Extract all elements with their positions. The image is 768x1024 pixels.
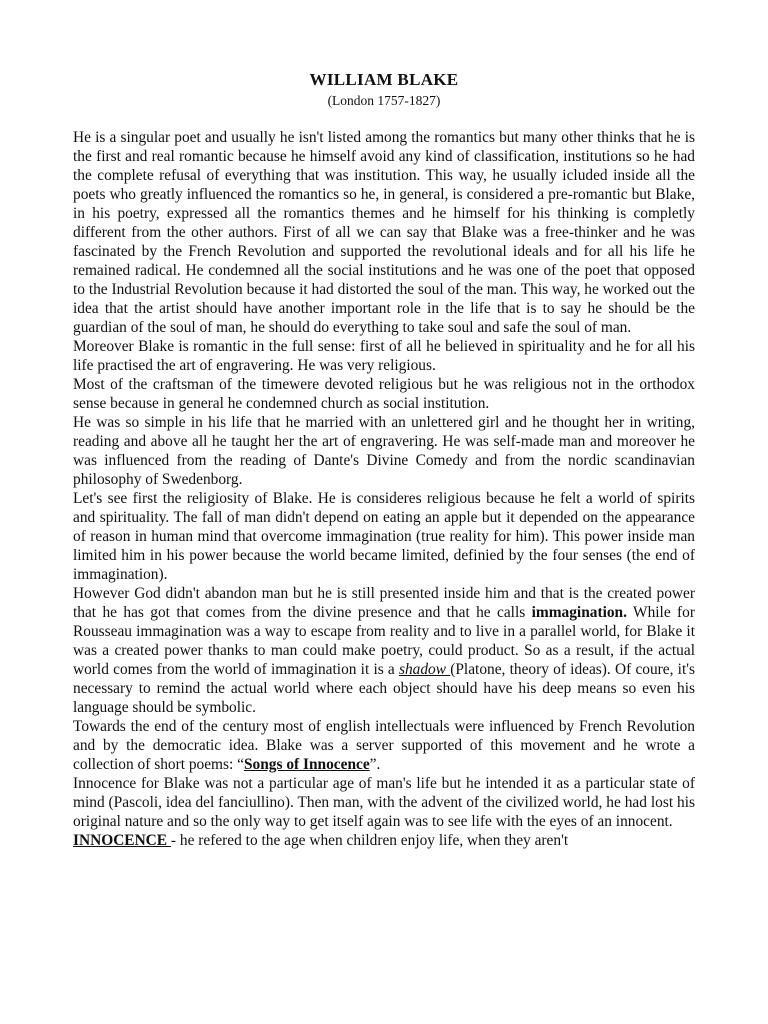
paragraph-7 (73, 717, 695, 774)
immagination-term: immagination. (531, 604, 627, 621)
paragraph-4: He was so simple in his life that he married with an unlettered girl and he thought her in writing, reading and above all he taught her the art of engravering. He was self-made man and moreover he was influenced from the reading of Dante's Divine Comedy and from the nordic scandinavian philosophy of Swedenborg. (73, 414, 695, 488)
paragraph-3: Most of the craftsman of the timewere devoted religious but he was religious not in the orthodox sense because in general he condemned church as social institution. (73, 376, 695, 412)
paragraph-9 (73, 831, 695, 850)
paragraph-9-text: - he refered to the age when children enjoy life, when they aren't (170, 832, 569, 849)
paragraph-6 (73, 584, 695, 717)
paragraph-6-text-c: (Platone, theory of ideas). Of coure, it's necessary to remind the actual world where each object should have his deep means so even his language should be symbolic. (73, 661, 695, 716)
paragraph-8: Innocence for Blake was not a particular age of man's life but he intended it as a particular state of mind (Pascoli, idea del fanciullino). Then man, with the advent of the civilized world, he had lost his original nature and so the only way to get itself again was to see life with the eyes of an innocent. (73, 775, 695, 830)
document-body (73, 128, 695, 850)
paragraph-2: Moreover Blake is romantic in the full sense: first of all he believed in spirituality and he for all his life practised the art of engravering. He was very religious. (73, 338, 695, 374)
paragraph-7-text-a: Towards the end of the century most of english intellectuals were influenced by French Revolution and by the democratic idea. Blake was a server supported of this movement and he wrote a collection of short poems: “ (73, 718, 695, 773)
document-title: WILLIAM BLAKE (309, 70, 459, 89)
songs-of-innocence-title: Songs of Innocence (243, 756, 370, 773)
shadow-term: shadow (398, 661, 451, 678)
paragraph-1: He is a singular poet and usually he isn't listed among the romantics but many other thinks that he is the first and real romantic because he himself avoid any kind of classification, institutions so he had the complete refusal of everything that was institution. This way, he usually icluded inside all the poets who greatly influenced the romantics so he, in general, is considered a pre-romantic but Blake, in his poetry, expressed all the romantics themes and he himself for his thinking is completly different from the other authors. First of all we can say that Blake was a free-thinker and he was fascinated by the French Revolution and supported the revolutional ideals and for all his life he remained radical. He condemned all the social institutions and he was one of the poet that opposed to the Industrial Revolution because it had distorted the soul of the man. This way, he worked out the idea that the artist should have another important role in the life that is to say he should be the guardian of the soul of man, he should do everything to take soul and safe the soul of man. (73, 129, 695, 336)
document-subtitle: (London 1757-1827) (327, 93, 441, 108)
paragraph-6-text-a: However God didn't abandon man but he is still presented inside him and that is the created power that he has got that comes from the divine presence and that he calls (73, 585, 695, 621)
paragraph-6-text-b: While for Rousseau immagination was a way to escape from reality and to live in a parallel world, for Blake it was a created power thanks to man could make poetry, could product. So as a result, if the actual world comes from the world of immagination it is a (73, 604, 695, 678)
paragraph-7-text-b: ”. (369, 756, 381, 773)
innocence-heading: INNOCENCE (73, 832, 171, 849)
paragraph-5: Let's see first the religiosity of Blake. He is consideres religious because he felt a world of spirits and spirituality. The fall of man didn't depend on eating an apple but it depended on the appearance of reason in human mind that overcome immagination (true reality for him). This power inside man limited him in his power because the world became limited, definied by the four senses (the end of immagination). (73, 490, 695, 583)
